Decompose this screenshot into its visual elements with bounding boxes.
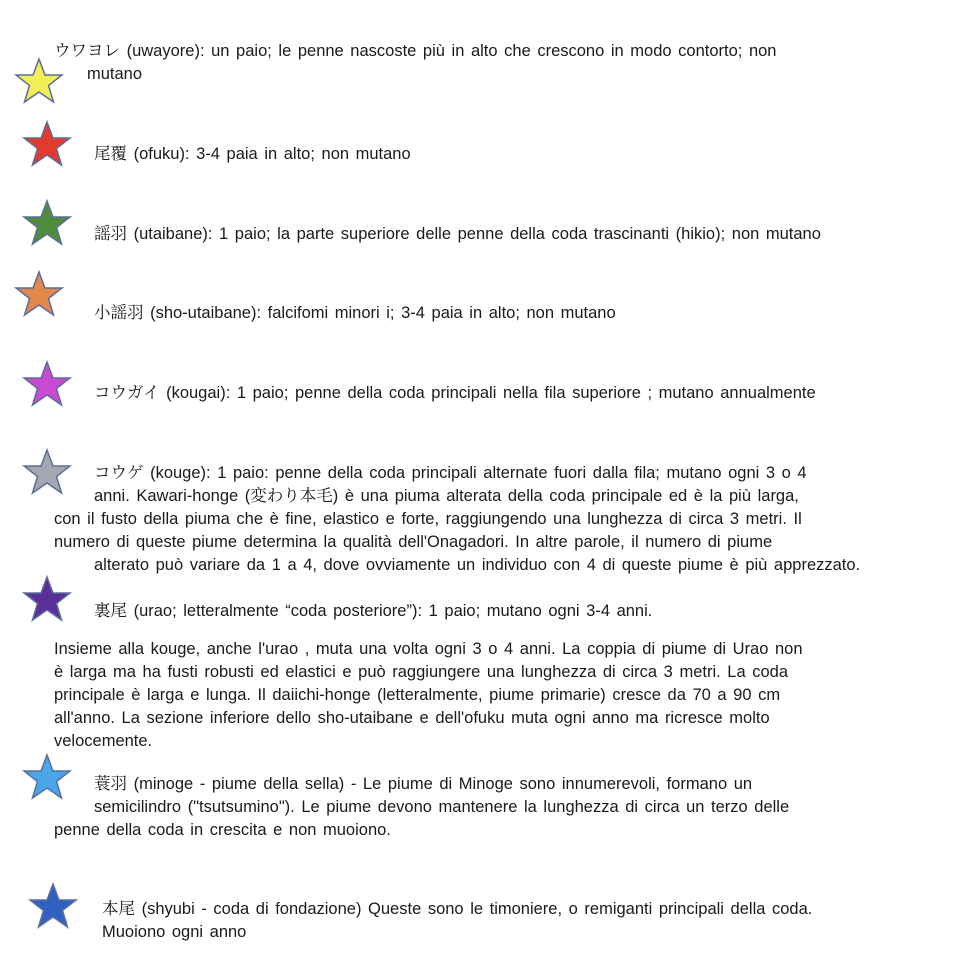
item-kouge-line3: con il fusto della piuma che è fine, elastico e forte, raggiungendo una lunghezza di circa 3 metri. Il — [54, 510, 802, 528]
item-urao-line1: 裏尾 (urao; letteralmente “coda posteriore”): 1 paio; mutano ogni 3-4 anni. — [94, 602, 653, 620]
item-minoge-line1: 蓑羽 (minoge - piume della sella) - Le piume di Minoge sono innumerevoli, formano un — [94, 775, 753, 793]
green-star-icon — [22, 199, 72, 247]
blue-star-icon — [28, 882, 78, 930]
paragraph-line2: è larga ma ha fusti robusti ed elastici e può raggiungere una lunghezza di circa 3 metri. La coda — [54, 663, 788, 681]
paragraph-line5: velocemente. — [54, 732, 153, 750]
item-minoge-line3: penne della coda in crescita e non muoiono. — [54, 821, 391, 839]
item-kouge-line2: anni. Kawari-honge (変わり本毛) è una piuma alterata della coda principale ed è la più larga, — [94, 487, 799, 505]
paragraph-line3: principale è larga e lunga. Il daiichi-honge (letteralmente, piume primarie) cresce da 70 a 90 cm — [54, 686, 781, 704]
item-ofuku-line1: 尾覆 (ofuku): 3-4 paia in alto; non mutano — [94, 145, 411, 163]
paragraph-line4: all'anno. La sezione inferiore dello sho-utaibane e dell'ofuku muta ogni anno ma ricresce molto — [54, 709, 770, 727]
item-kougai — [94, 382, 954, 405]
item-kouge-line4: numero di queste piume determina la qualità dell'Onagadori. In altre parole, il numero di piume — [54, 533, 773, 551]
magenta-star-icon — [22, 360, 72, 408]
item-shyubi — [102, 898, 952, 944]
item-shyubi-line1: 本尾 (shyubi - coda di fondazione) Queste sono le timoniere, o remiganti principali della coda. — [102, 900, 813, 918]
item-ofuku — [94, 143, 954, 166]
item-sho-utaibane — [94, 302, 954, 325]
item-urao — [94, 600, 954, 623]
paragraph-urao-details — [54, 638, 950, 753]
item-uwayore — [54, 40, 912, 86]
orange-star-icon — [14, 270, 64, 318]
item-kouge-line1: コウゲ (kouge): 1 paio: penne della coda principali alternate fuori dalla fila; mutano ogni 3 o 4 — [94, 464, 807, 482]
item-shyubi-line2: Muoiono ogni anno — [102, 923, 247, 941]
item-kouge-line5: alterato può variare da 1 a 4, dove ovviamente un individuo con 4 di queste piume è più apprezzato. — [94, 556, 861, 574]
red-star-icon — [22, 120, 72, 168]
item-utaibane-line1: 謡羽 (utaibane): 1 paio; la parte superiore delle penne della coda trascinanti (hikio); non mutano — [94, 225, 821, 243]
item-kouge — [54, 462, 952, 577]
item-kougai-line1: コウガイ (kougai): 1 paio; penne della coda principali nella fila superiore ; mutano annualmente — [94, 384, 816, 402]
item-uwayore-line1: ウワヨレ (uwayore): un paio; le penne nascoste più in alto che crescono in modo contorto; non — [54, 42, 777, 60]
purple-star-icon — [22, 575, 72, 623]
item-uwayore-line2: mutano — [87, 65, 143, 83]
item-minoge-line2: semicilindro ("tsutsumino"). Le piume devono mantenere la lunghezza di circa un terzo delle — [94, 798, 790, 816]
item-utaibane — [94, 223, 954, 246]
item-sho-utaibane-line1: 小謡羽 (sho-utaibane): falcifomi minori i; 3-4 paia in alto; non mutano — [94, 304, 616, 322]
paragraph-line1: Insieme alla kouge, anche l'urao , muta una volta ogni 3 o 4 anni. La coppia di piume di Urao non — [54, 640, 803, 658]
item-minoge — [54, 773, 906, 842]
